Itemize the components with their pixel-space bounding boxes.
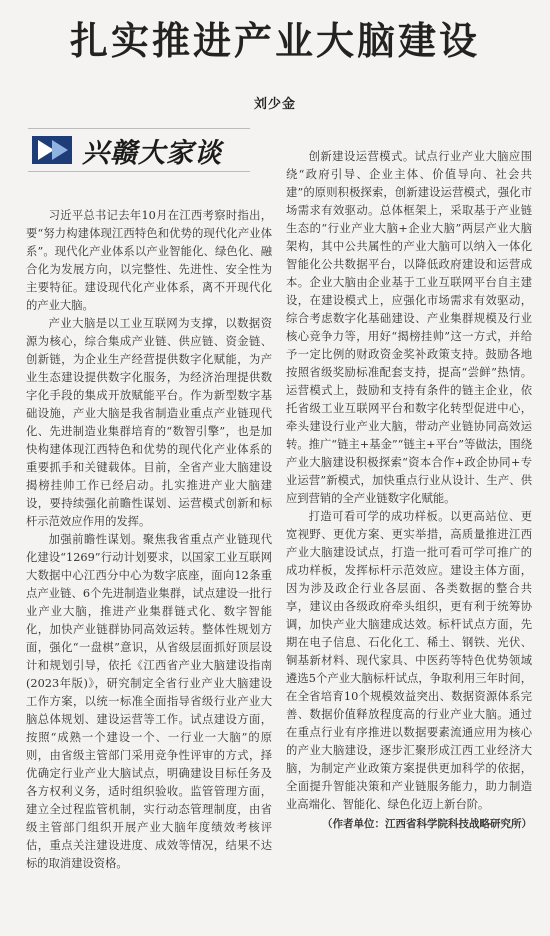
article-paragraph: 习近平总书记去年10月在江西考察时指出，要“努力构建体现江西特色和优势的现代化产业体系”。现代化产业体系以产业智能化、绿色化、融合化为发展方向，以完整性、先进性、安全性为主要特征。建设现代化产业体系，离不开现代化的产业大脑。 (26, 209, 272, 312)
article-paragraph: 加强前瞻性谋划。聚焦我省重点产业链现代化建设“1269”行动计划要求，以国家工业互联网大数据中心江西分中心为数字底座，面向12条重点产业链、6个先进制造业集群，试点建设一批行业产业大脑，推进产业集群链式化、数字智能化，加快产业链群协同高效运转。整体性规划方面，强化“一盘棋”意识，从省级层面抓好顶层设计和规划引导，依托《江西省产业大脑建设指南(2023年版)》，研究制定全省行业产业大脑建设工作方案，以统一标准全面指导省级行业产业大脑总体规划、建设运营等工作。试点建设方面，按照“成熟一个建设一个、一行业一大脑”的原则，由省级主管部门采用竞争性评审的方式，择优确定行业产业大脑试点，明确建设目标任务及各方权利义务，适时组织验收。监管管理方面，建立全过程监管机制，实行动态管理制度，由省级主管部门组织开展产业大脑年度绩效考核评估，重点关注建设进度、成效等情况，结果不达标的取消建设资格。 (26, 533, 272, 870)
article-paragraph: 打造可看可学的成功样板。以更高站位、更宽视野、更优方案、更实举措，高质量推进江西产业大脑建设试点，打造一批可看可学可推广的成功样板，发挥标杆示范效应。建设主体方面，因为涉及政企行业各层面、各类数据的整合共享，建议由各级政府牵头组织，更有利于统筹协调，加快产业大脑建成达效。标杆试点方面，先期在电子信息、石化化工、稀土、钢铁、光伏、铜基新材料、现代家具、中医药等特色优势领域遴选5个产业大脑标杆试点，争取利用三年时间，在全省培育10个规模效益突出、数据资源体系完善、数据价值释放程度高的行业产业大脑。通过在重点行业有序推进以数据要素流通应用为核心的产业大脑建设，逐步汇聚形成江西工业经济大脑，为制定产业政策方案提供更加科学的依据，全面提升智能决策和产业链服务能力，助力制造业高端化、智能化、绿色化迈上新台阶。 (286, 510, 532, 811)
column-logo-text: 兴赣大家谈 (82, 137, 222, 169)
column-logo (28, 128, 250, 172)
author-byline: 刘少金 (253, 97, 296, 112)
article-column-right (286, 148, 532, 833)
author-affiliation: （作者单位：江西省科学院科技战略研究所） (322, 818, 532, 830)
column-logo-mark-icon (32, 134, 76, 166)
article-paragraph: 创新建设运营模式。试点行业产业大脑应围绕“政府引导、企业主体、价值导向、社会共建”的原则积极探索，创新建设运营模式，强化市场需求有效驱动。总体框架上，采取基于产业链生态的“行业产业大脑+企业大脑”两层产业大脑架构，其中公共属性的产业大脑可以纳入一体化智能化公共数据平台，以降低政府建设和运营成本。企业大脑由企业基于工业互联网平台自主建设，在建设模式上，应强化市场需求有效驱动，综合考虑数字化基础建设、产业集群规模及行业核心竞争力等，用好“揭榜挂帅”这一方式，并给予一定比例的财政资金奖补政策支持。鼓励各地按照省级奖励标准配套支持，提高“尝鲜”热情。运营模式上，鼓励和支持有条件的链主企业，依托省级工业互联网平台和数字化转型促进中心，牵头建设行业产业大脑，带动产业链协同高效运转。推广“链主+基金”“链主+平台”等做法，围绕产业大脑建设积极探索“资本合作+政企协同+专业运营”新模式，加快重点行业从设计、生产、供应到营销的全产业链数字化赋能。 (286, 150, 532, 505)
article-paragraph: 产业大脑是以工业互联网为支撑，以数据资源为核心，综合集成产业链、供应链、资金链、创新链，为企业生产经营提供数字化赋能，为产业生态建设提供数字化服务，为经济治理提供数字化手段的集成开放赋能平台。作为新型数字基础设施，产业大脑是我省制造业重点产业链现代化、先进制造业集群培育的“数智引擎”，也是加快构建体现江西特色和优势的现代化产业体系的重要抓手和关键载体。目前，全省产业大脑建设揭榜挂帅工作已经启动。扎实推进产业大脑建设，要持续强化前瞻性谋划、运营模式创新和标杆示范效应作用的发挥。 (26, 317, 272, 528)
headline: 扎实推进产业大脑建设 (69, 18, 480, 63)
article-column-left (26, 207, 272, 873)
